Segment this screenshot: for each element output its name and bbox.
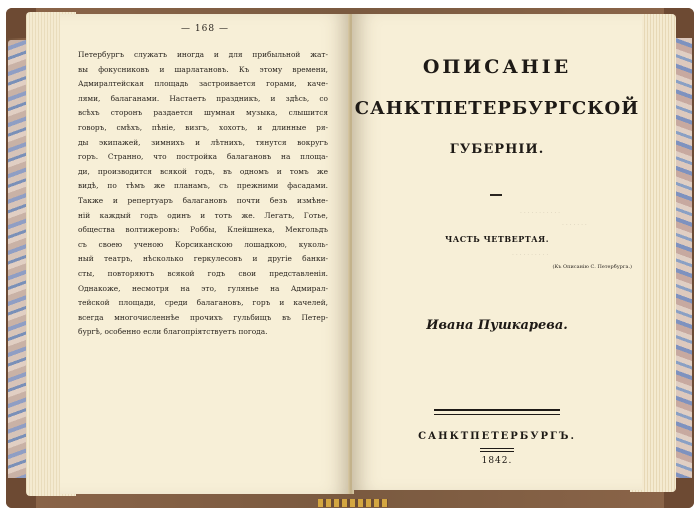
spine-gilt-ornament: [318, 499, 388, 507]
bleed-through-text: · · · · · · · · · · ·: [520, 210, 561, 217]
title-line-3: ГУБЕРНІИ.: [449, 142, 545, 157]
text-line: тейской площади, среди балагановъ, горъ и качелей,: [78, 298, 328, 308]
page-number: — 168 —: [181, 24, 229, 34]
imprint-year: 1842.: [481, 456, 513, 466]
source-note: (Къ Описанію С. Петербурга.): [552, 264, 632, 270]
text-line: Адмиралтейская площадь застроивается горами, каче-: [78, 79, 328, 89]
text-line: вы фокусниковъ и шарлатановъ. Къ этому времени,: [78, 64, 328, 74]
left-page-text: [78, 48, 328, 340]
text-line: лями, балаганами. Настаетъ праздникъ, и здѣсь, со: [78, 93, 328, 103]
left-page: [60, 14, 350, 494]
text-line: съ своею ученою Корсиканскою лошадкою, куколь-: [78, 239, 328, 249]
text-line: ды экипажей, зимнихъ и лѣтнихъ, тянутся вокругъ: [78, 137, 328, 147]
author-name: Ивана Пушкарева.: [426, 318, 568, 333]
text-line: сты, повторяютъ всякой годъ свои представленія.: [78, 268, 328, 278]
bleed-through-text: · · · · · · · · · ·: [512, 252, 549, 259]
text-line: ди, производится всякой годъ, въ одномъ и томъ же: [78, 166, 328, 176]
text-line: Петербургъ служатъ иногда и для прибыльной жат-: [78, 50, 328, 59]
imprint-city: САНКТПЕТЕРБУРГЪ.: [418, 431, 576, 442]
ornament-rule: [480, 451, 514, 452]
ornament-rule: [434, 409, 560, 411]
text-line: Также и репертуаръ балагановъ почти безъ измѣне-: [78, 195, 328, 205]
right-page: [352, 14, 642, 490]
title-line-1: ОПИСАНІЕ: [422, 56, 572, 78]
text-line: говоръ, смѣхъ, пѣніе, визгъ, хохотъ, и длинные ря-: [78, 122, 328, 132]
text-line: видѣ, по тѣмъ же планамъ, съ прежними фасадами.: [78, 181, 328, 191]
text-line: всѣхъ сторонъ раздается шумная музыка, слышится: [78, 108, 328, 118]
text-line: ный театръ, нѣсколько геркулесовъ и другіе банки-: [78, 254, 328, 264]
title-line-2: САНКТПЕТЕРБУРГСКОЙ: [354, 98, 640, 119]
text-line: ній каждый годъ одинъ и тотъ же. Легатъ, Готье,: [78, 210, 328, 220]
ornament-rule: [434, 414, 560, 415]
ornament-rule: [480, 448, 514, 449]
text-line: Однакоже, несмотря на это, гулянье на Адмирал-: [78, 283, 328, 293]
part-heading: ЧАСТЬ ЧЕТВЕРТАЯ.: [444, 234, 550, 244]
text-line: всегда многочисленнѣе прочихъ гульбищъ въ Петер-: [78, 312, 328, 322]
text-line: бургѣ, особенно если благопріятствуетъ погода.: [78, 327, 268, 337]
title-dash: [490, 194, 502, 196]
text-line: горъ. Странно, что постройка балагановъ на площа-: [78, 152, 328, 162]
text-line: общества волтижеровъ: Роббы, Клейшнека, Мекгольдъ: [78, 225, 328, 235]
bleed-through-text: · · · · · · ·: [562, 222, 587, 229]
